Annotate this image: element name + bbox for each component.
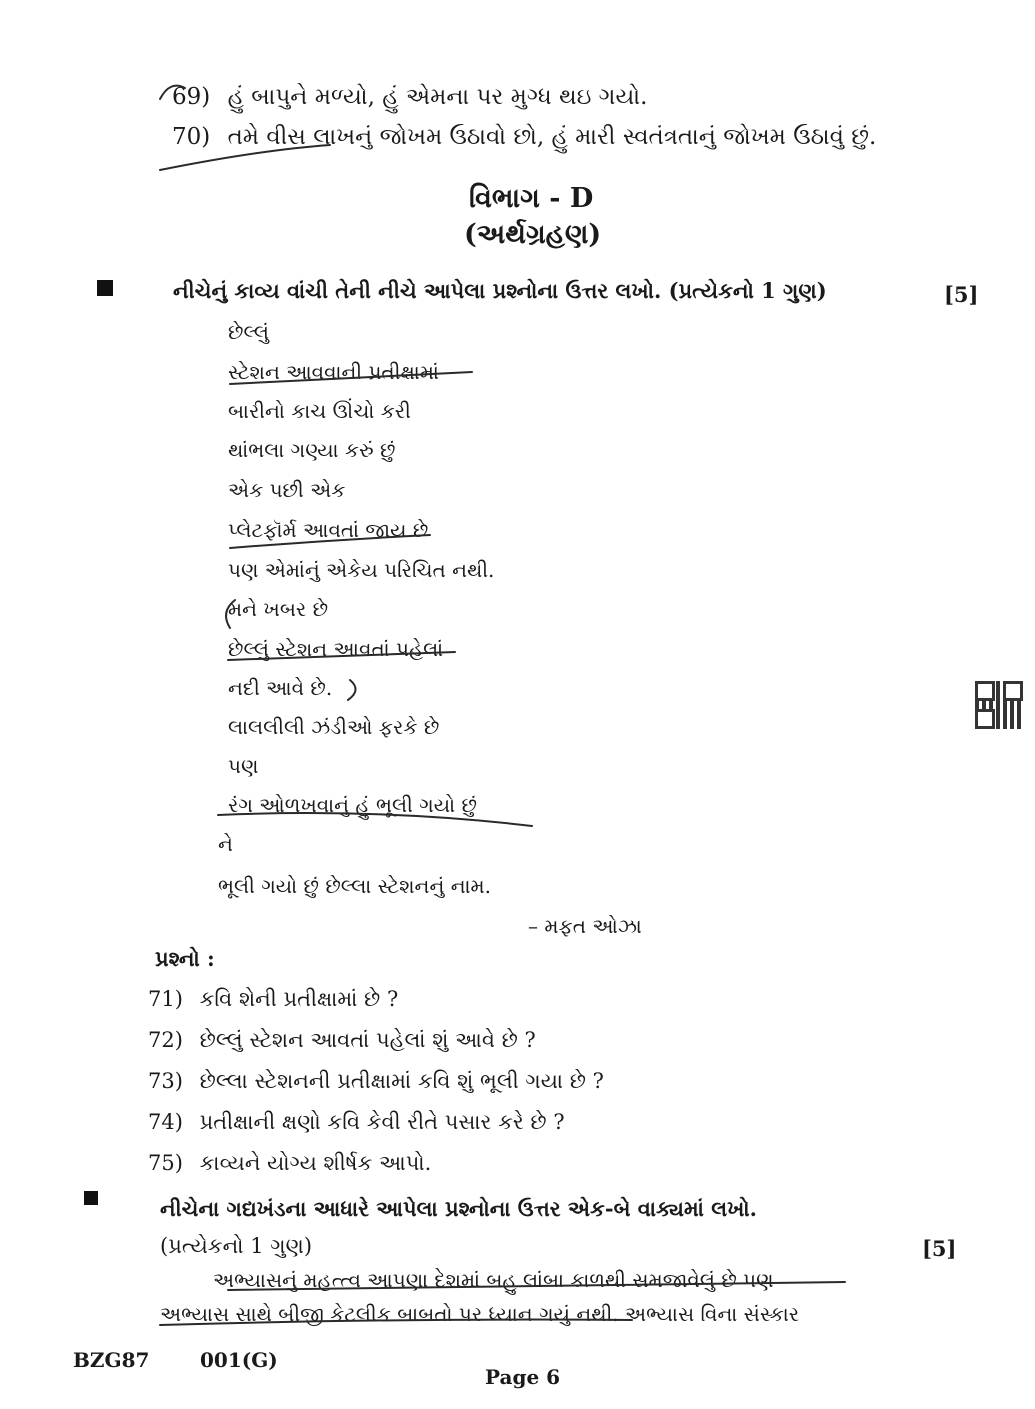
question-number: 73): [148, 1069, 183, 1093]
question-71: [148, 987, 398, 1012]
poem-line: પ્લેટફૉર્મ આવતાં જાય છે: [228, 518, 429, 542]
question-text: કાવ્યને યોગ્ય શીર્ષક આપો.: [199, 1151, 432, 1175]
page-number: Page 6: [485, 1365, 561, 1389]
poem-line: સ્ટેશન આવવાની પ્રતીક્ષામાં: [228, 360, 439, 384]
paper-code: BZG87: [73, 1348, 150, 1372]
poem-line: મને ખબર છે: [228, 597, 329, 621]
question-number: 75): [148, 1151, 183, 1175]
question-number: 74): [148, 1110, 183, 1134]
marks-badge: [5]: [922, 1236, 957, 1261]
poem-line: છેલ્લું: [228, 320, 269, 344]
paper-series: 001(G): [200, 1348, 278, 1372]
question-number: 70): [172, 124, 211, 150]
question-70: [172, 124, 876, 150]
passage-instruction: નીચેના ગદ્યખંડના આધારે આપેલા પ્રશ્નોના ઉત્તર એક-બે વાક્યમાં લખો.: [160, 1196, 757, 1221]
passage-instruction-marks: (પ્રત્યેકનો 1 ગુણ): [160, 1234, 313, 1258]
question-69: [172, 84, 647, 110]
questions-label: પ્રશ્નો :: [155, 946, 215, 971]
poem-line: એક પછી એક: [228, 478, 346, 502]
question-text: કવિ શેની પ્રતીક્ષામાં છે ?: [199, 987, 399, 1011]
qr-code: [975, 681, 1023, 729]
poem-line: પણ: [228, 754, 259, 778]
section-subtitle: (અર્થગ્રહણ): [464, 219, 602, 250]
question-number: 72): [148, 1028, 183, 1052]
question-text: હું બાપુને મળ્યો, હું એમના પર મુગ્ધ થઇ ગયો.: [227, 84, 648, 110]
poem-line: રંગ ઓળખવાનું હું ભૂલી ગયો છું: [228, 793, 477, 817]
passage-line: અભ્યાસ સાથે બીજી કેટલીક બાબતો પર ધ્યાન ગયું નથી. અભ્યાસ વિના સંસ્કાર: [160, 1302, 800, 1326]
poem-line: છેલ્લું સ્ટેશન આવતાં પહેલાં: [228, 637, 444, 661]
passage-line: અભ્યાસનું મહત્ત્વ આપણા દેશમાં બહુ લાંબા કાળથી સમજાવેલું છે પણ: [213, 1268, 774, 1292]
poem-line: લાલલીલી ઝંડીઓ ફરકે છે: [228, 715, 440, 739]
question-text: છેલ્લું સ્ટેશન આવતાં પહેલાં શું આવે છે ?: [199, 1028, 536, 1052]
question-text: છેલ્લા સ્ટેશનની પ્રતીક્ષામાં કવિ શું ભૂલી ગયા છે ?: [199, 1069, 604, 1093]
poem-line: નદી આવે છે.: [228, 676, 333, 700]
poem-author: – મફત ઓઝા: [528, 914, 642, 938]
question-text: તમે વીસ લાખનું જોખમ ઉઠાવો છો, હું મારી સ્વતંત્રતાનું જોખમ ઉઠાવું છું.: [227, 124, 877, 150]
poem-line: ભૂલી ગયો છું છેલ્લા સ્ટેશનનું નામ.: [218, 874, 491, 898]
question-75: [148, 1151, 431, 1176]
question-text: પ્રતીક્ષાની ક્ષણો કવિ કેવી રીતે પસાર કરે છે ?: [199, 1110, 565, 1134]
poem-instruction: નીચેનું કાવ્ય વાંચી તેની નીચે આપેલા પ્રશ્નોના ઉત્તર લખો. (પ્રત્યેકનો 1 ગુણ): [173, 278, 827, 303]
question-number: 71): [148, 987, 183, 1011]
question-72: [148, 1028, 536, 1053]
question-73: [148, 1069, 604, 1094]
question-74: [148, 1110, 565, 1135]
poem-line: બારીનો કાચ ઊંચો કરી: [228, 399, 411, 423]
poem-line: થાંભલા ગણ્યા કરું છું: [228, 438, 396, 462]
poem-line: પણ એમાંનું એકેય પરિચિત નથી.: [228, 558, 495, 582]
poem-line: ને: [218, 832, 233, 856]
marks-badge: [5]: [944, 282, 979, 307]
section-title: વિભાગ - D: [469, 183, 594, 214]
question-number: 69): [172, 84, 211, 110]
bullet-marker: [84, 1191, 98, 1205]
bullet-marker: [97, 280, 113, 296]
